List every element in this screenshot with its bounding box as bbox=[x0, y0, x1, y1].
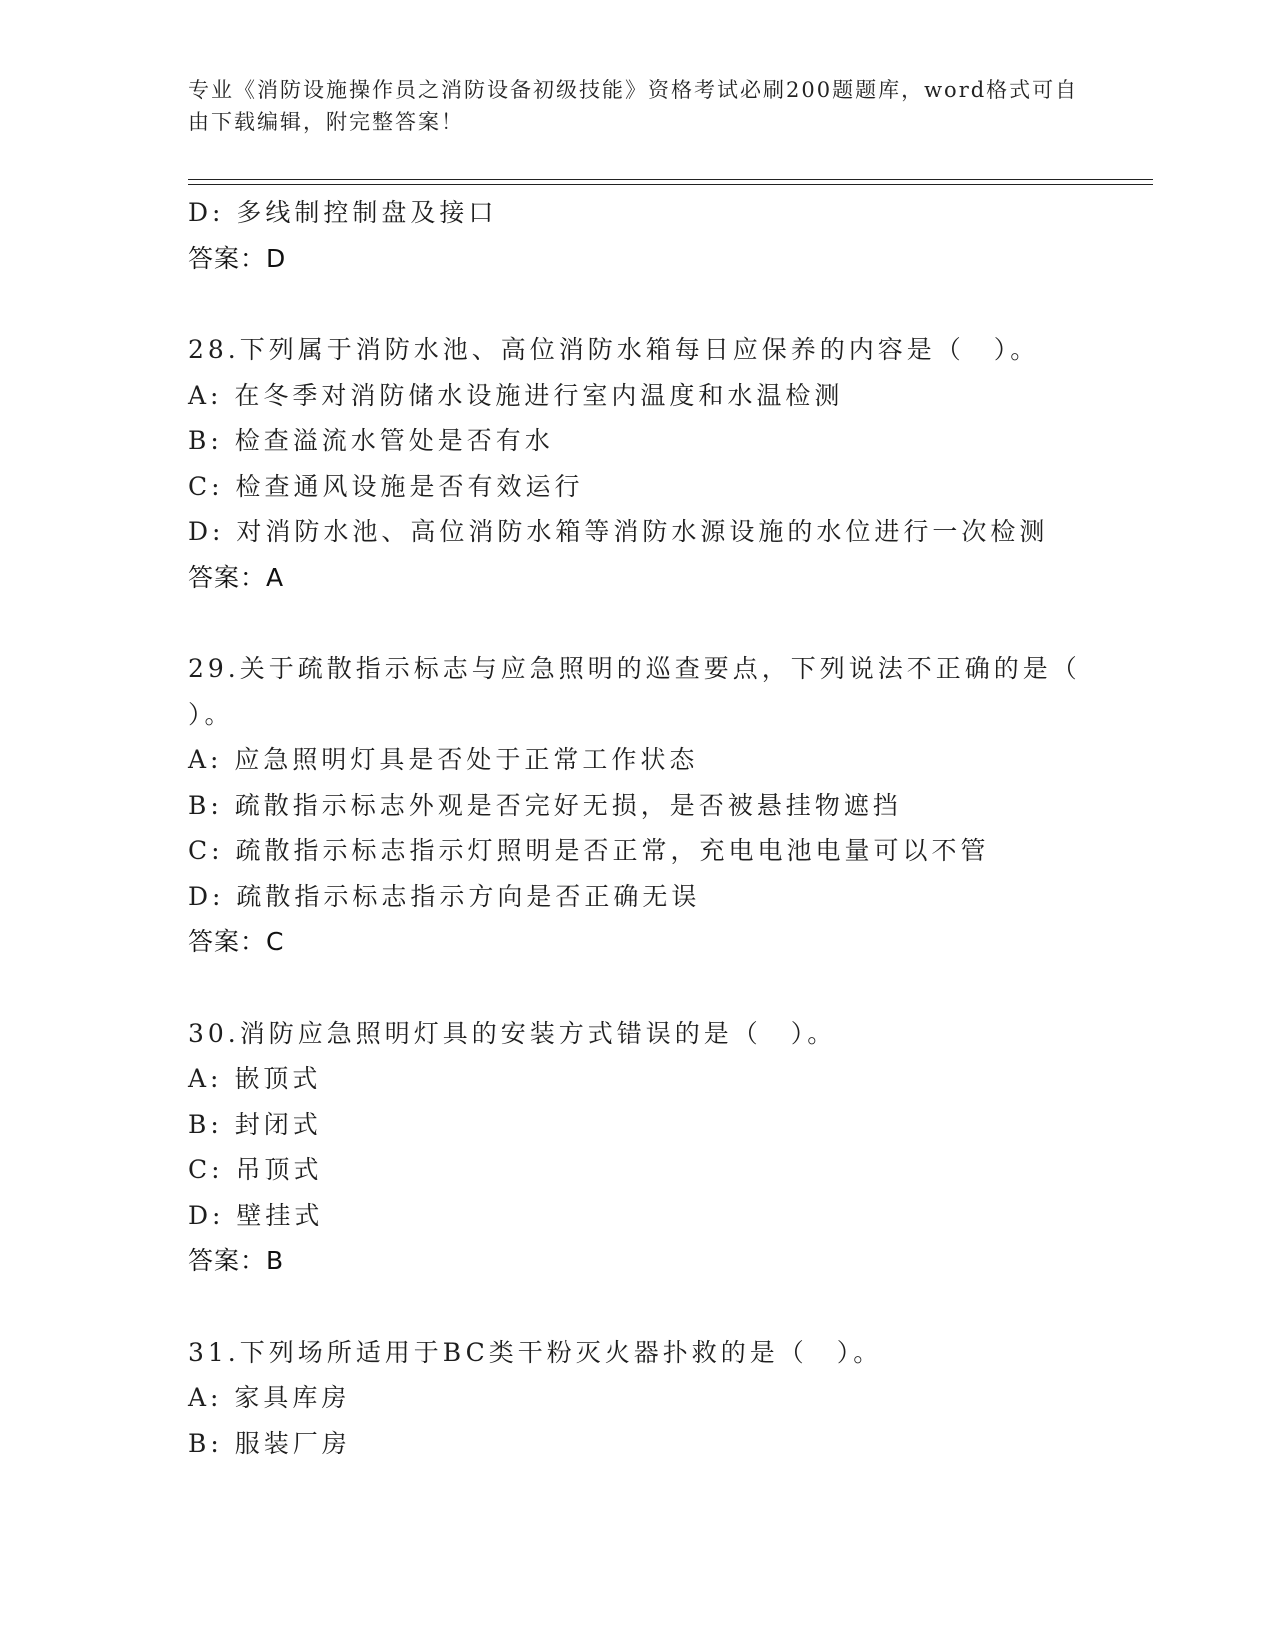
option-c: C: 疏散指示标志指示灯照明是否正常，充电电池电量可以不管 bbox=[188, 836, 990, 865]
answer: 答案：D bbox=[188, 243, 287, 273]
option-c: C: 检查通风设施是否有效运行 bbox=[188, 471, 584, 501]
question-30 bbox=[188, 1011, 1088, 1284]
question-stem: 30.消防应急照明灯具的安装方式错误的是（ ）。 bbox=[188, 1018, 837, 1048]
header-rule-top bbox=[188, 179, 1153, 180]
spacer bbox=[188, 965, 1088, 1011]
option-b: B: 疏散指示标志外观是否完好无损，是否被悬挂物遮挡 bbox=[188, 790, 902, 820]
spacer bbox=[188, 600, 1088, 646]
option-a: A: 嵌顶式 bbox=[188, 1064, 322, 1093]
option-b: B: 检查溢流水管处是否有水 bbox=[188, 426, 554, 455]
option-a: A: 应急照明灯具是否处于正常工作状态 bbox=[188, 745, 699, 774]
question-27-continued bbox=[188, 190, 1088, 281]
option-c: C: 吊顶式 bbox=[188, 1155, 323, 1184]
option-d: D: 壁挂式 bbox=[188, 1200, 324, 1230]
question-stem-line-2: ）。 bbox=[188, 699, 234, 729]
option-b: B: 服装厂房 bbox=[188, 1428, 351, 1458]
option-a: A: 家具库房 bbox=[188, 1383, 351, 1412]
question-29 bbox=[188, 646, 1088, 965]
answer: 答案：C bbox=[188, 927, 285, 956]
option-a: A: 在冬季对消防储水设施进行室内温度和水温检测 bbox=[188, 380, 844, 410]
spacer bbox=[188, 281, 1088, 327]
header-rule-bottom bbox=[188, 184, 1153, 185]
option-d: D: 疏散指示标志指示方向是否正确无误 bbox=[188, 881, 701, 911]
spacer bbox=[188, 1284, 1088, 1330]
question-list bbox=[188, 190, 1088, 1466]
answer: 答案：A bbox=[188, 562, 285, 592]
document-header bbox=[188, 74, 1088, 138]
question-stem: 31.下列场所适用于BC类干粉灭火器扑救的是（ ）。 bbox=[188, 1337, 883, 1367]
header-text: 专业《消防设施操作员之消防设备初级技能》资格考试必刷200题题库，word格式可自由下载编辑，附完整答案！ bbox=[188, 78, 1079, 134]
option-d: D: 多线制控制盘及接口 bbox=[188, 198, 498, 227]
question-28 bbox=[188, 327, 1088, 600]
answer: 答案：B bbox=[188, 1246, 285, 1275]
question-stem: 28.下列属于消防水池、高位消防水箱每日应保养的内容是（ ）。 bbox=[188, 335, 1040, 364]
option-b: B: 封闭式 bbox=[188, 1109, 322, 1139]
option-d: D: 对消防水池、高位消防水箱等消防水源设施的水位进行一次检测 bbox=[188, 517, 1049, 546]
question-stem-line-1: 29.关于疏散指示标志与应急照明的巡查要点，下列说法不正确的是（ bbox=[188, 654, 1081, 683]
question-31 bbox=[188, 1330, 1088, 1467]
